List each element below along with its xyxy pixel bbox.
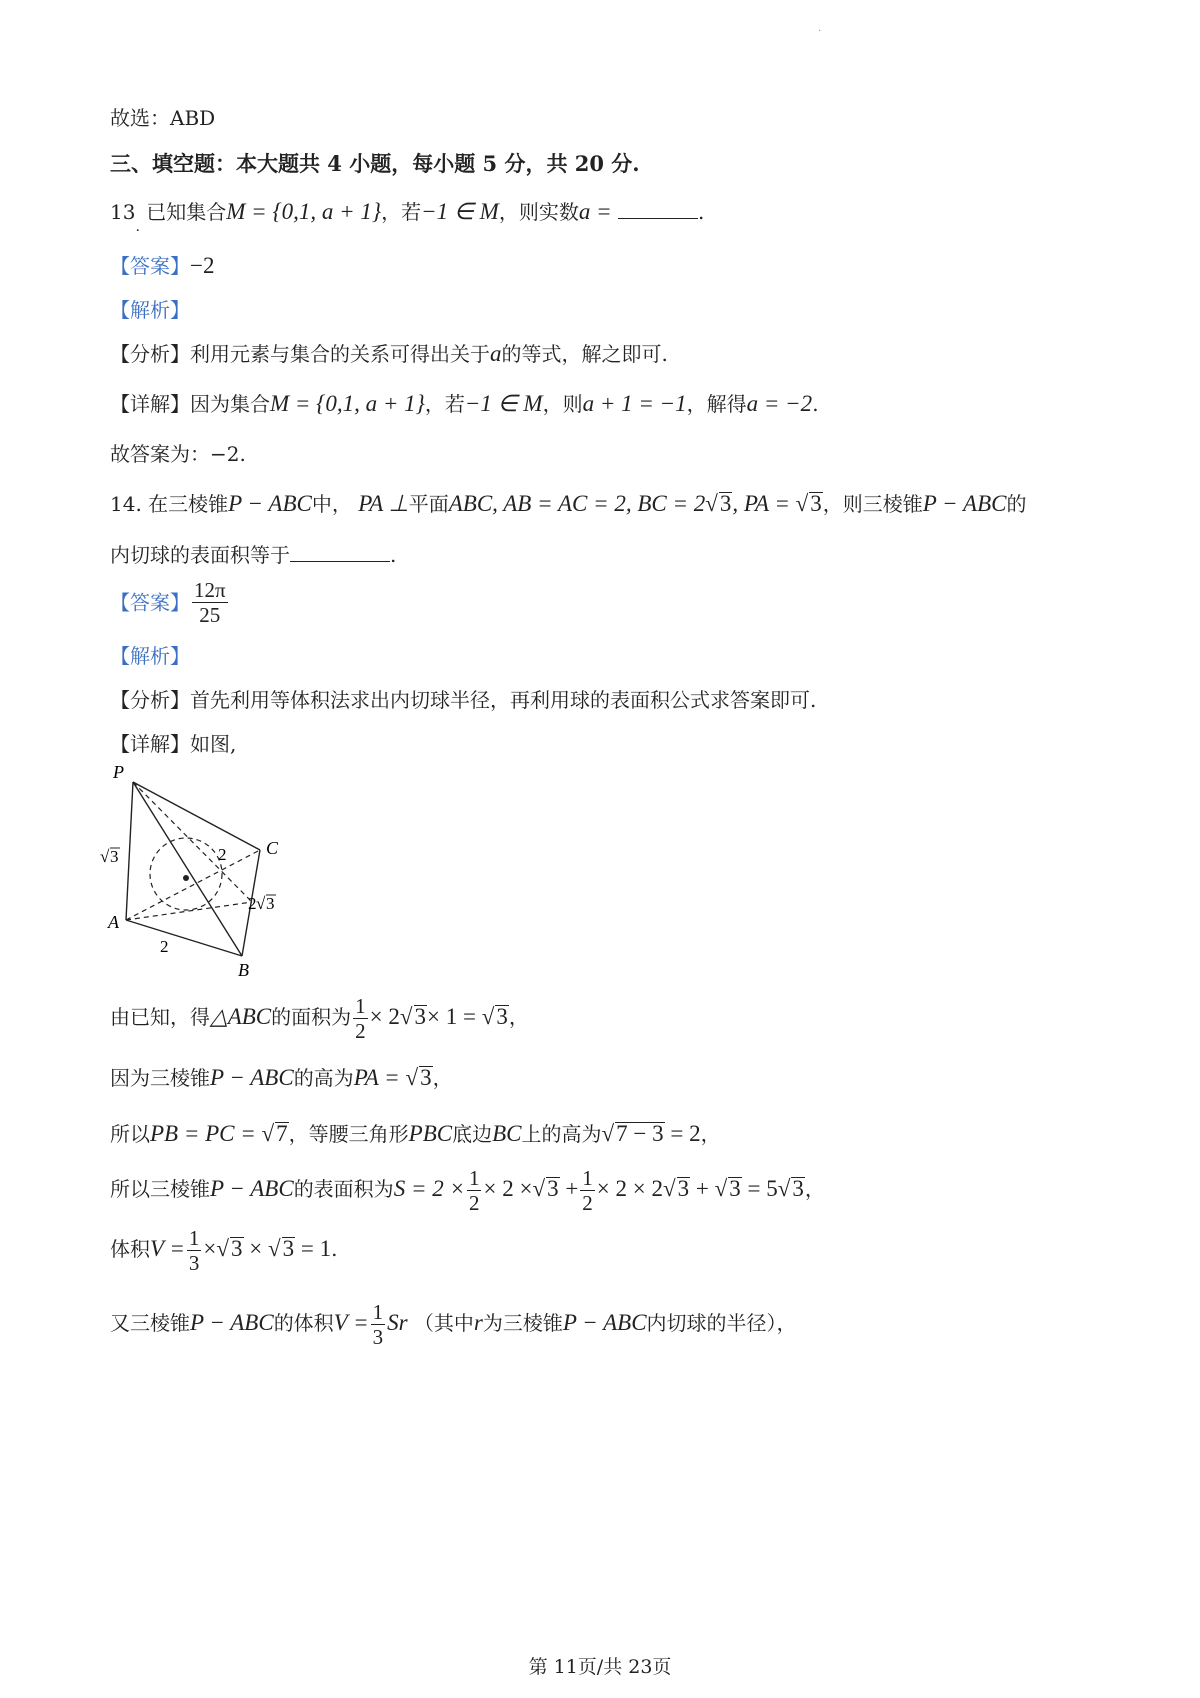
label-PA-length: 3 [110,847,119,866]
page-footer: 第 11页/共 23页 [528,1656,672,1678]
answer-13 [110,252,214,280]
edge-AB [126,920,242,956]
answer-14 [110,578,230,627]
answer-label: 【答案】 [110,590,190,615]
solution-line-2: 因为三棱锥P − ABC的高为PA = √3， [110,1065,453,1090]
conclusion-13: 故答案为：−2. [110,442,246,466]
solution-line-6: 又三棱锥P − ABC的体积V = $\frac{1}{3}$ Sr （其中r为三棱锥P − ABC内切球的半径）， [110,1300,797,1349]
sphere-center [183,875,189,881]
analysis-14: 【分析】首先利用等体积法求出内切球半径，再利用球的表面积公式求答案即可. [110,688,817,712]
solution-line-3: 所以PB = PC = √7，等腰三角形PBC底边BC上的高为√7 − 3 = 2， [110,1121,721,1146]
analysis-label: 【解析】 [110,298,190,322]
question-13: $13_.$ 已知集合M = {0,1, a + 1}，若−1 ∈ M，则实数a = . [110,199,705,235]
question-14-line2: 内切球的表面积等于 . [110,543,397,567]
edge-PB [133,782,242,956]
solution-line-5: 体积V = $\frac{1}{3}$ ×√3 × √3 = 1. [110,1226,338,1275]
question-number: 13 [110,200,136,224]
answer-blank [290,561,390,562]
edge-PA [126,782,133,920]
pyramid-figure [100,760,320,980]
solution-line-1: 由已知，得△ABC的面积为 $\frac{1}{2}$ × 2√3× 1 = √3， [110,994,529,1043]
label-PC-length: 2 [218,845,227,864]
label-A: A [108,912,119,932]
label-PA-sqrt-sign: √ [100,847,110,866]
section-title: 三、填空题：本大题共 4 小题，每小题 5 分，共 20 分. [110,151,640,176]
corner-mark: · [818,26,822,37]
label-BC-length-coef: 2 [248,894,257,913]
height-A [126,902,252,920]
answer-fraction: $\frac{12\pi}{25}$ [194,578,226,627]
answer-label: 【答案】 [110,254,190,278]
label-P: P [113,762,124,782]
analysis-label: 【解析】 [110,644,190,668]
question-number: 14. [110,492,142,516]
solution-line-4: 所以三棱锥P − ABC的表面积为S = 2 × $\frac{1}{2}$ × 2 ×√3 + $\frac{1}{2}$ × 2 × 2√3 + √3 = 5√3， [110,1166,825,1215]
inscribed-sphere [150,838,222,910]
question-14: 14. 在三棱锥P − ABC中， PA ⊥平面ABC, AB = AC = 2, BC = 2√3, PA = √3，则三棱锥P − ABC的 [110,491,1027,516]
question-number-dot: . [135,219,140,235]
label-BC-length-root: 3 [266,894,275,913]
answer-blank [618,218,698,219]
label-B: B [238,960,249,980]
analysis-13: 【分析】利用元素与集合的关系可得出关于a的等式，解之即可. [110,341,668,366]
label-C: C [266,838,279,858]
answer-value: −2 [190,253,215,278]
detail-14: 【详解】如图, [110,732,237,756]
svg-text:√: √ [256,894,266,913]
label-AB-length: 2 [160,937,169,956]
detail-13: 【详解】因为集合M = {0,1, a + 1}，若−1 ∈ M，则a + 1 = −1，解得a = −2. [110,391,819,416]
previous-answer: 故选：ABD [110,106,216,130]
